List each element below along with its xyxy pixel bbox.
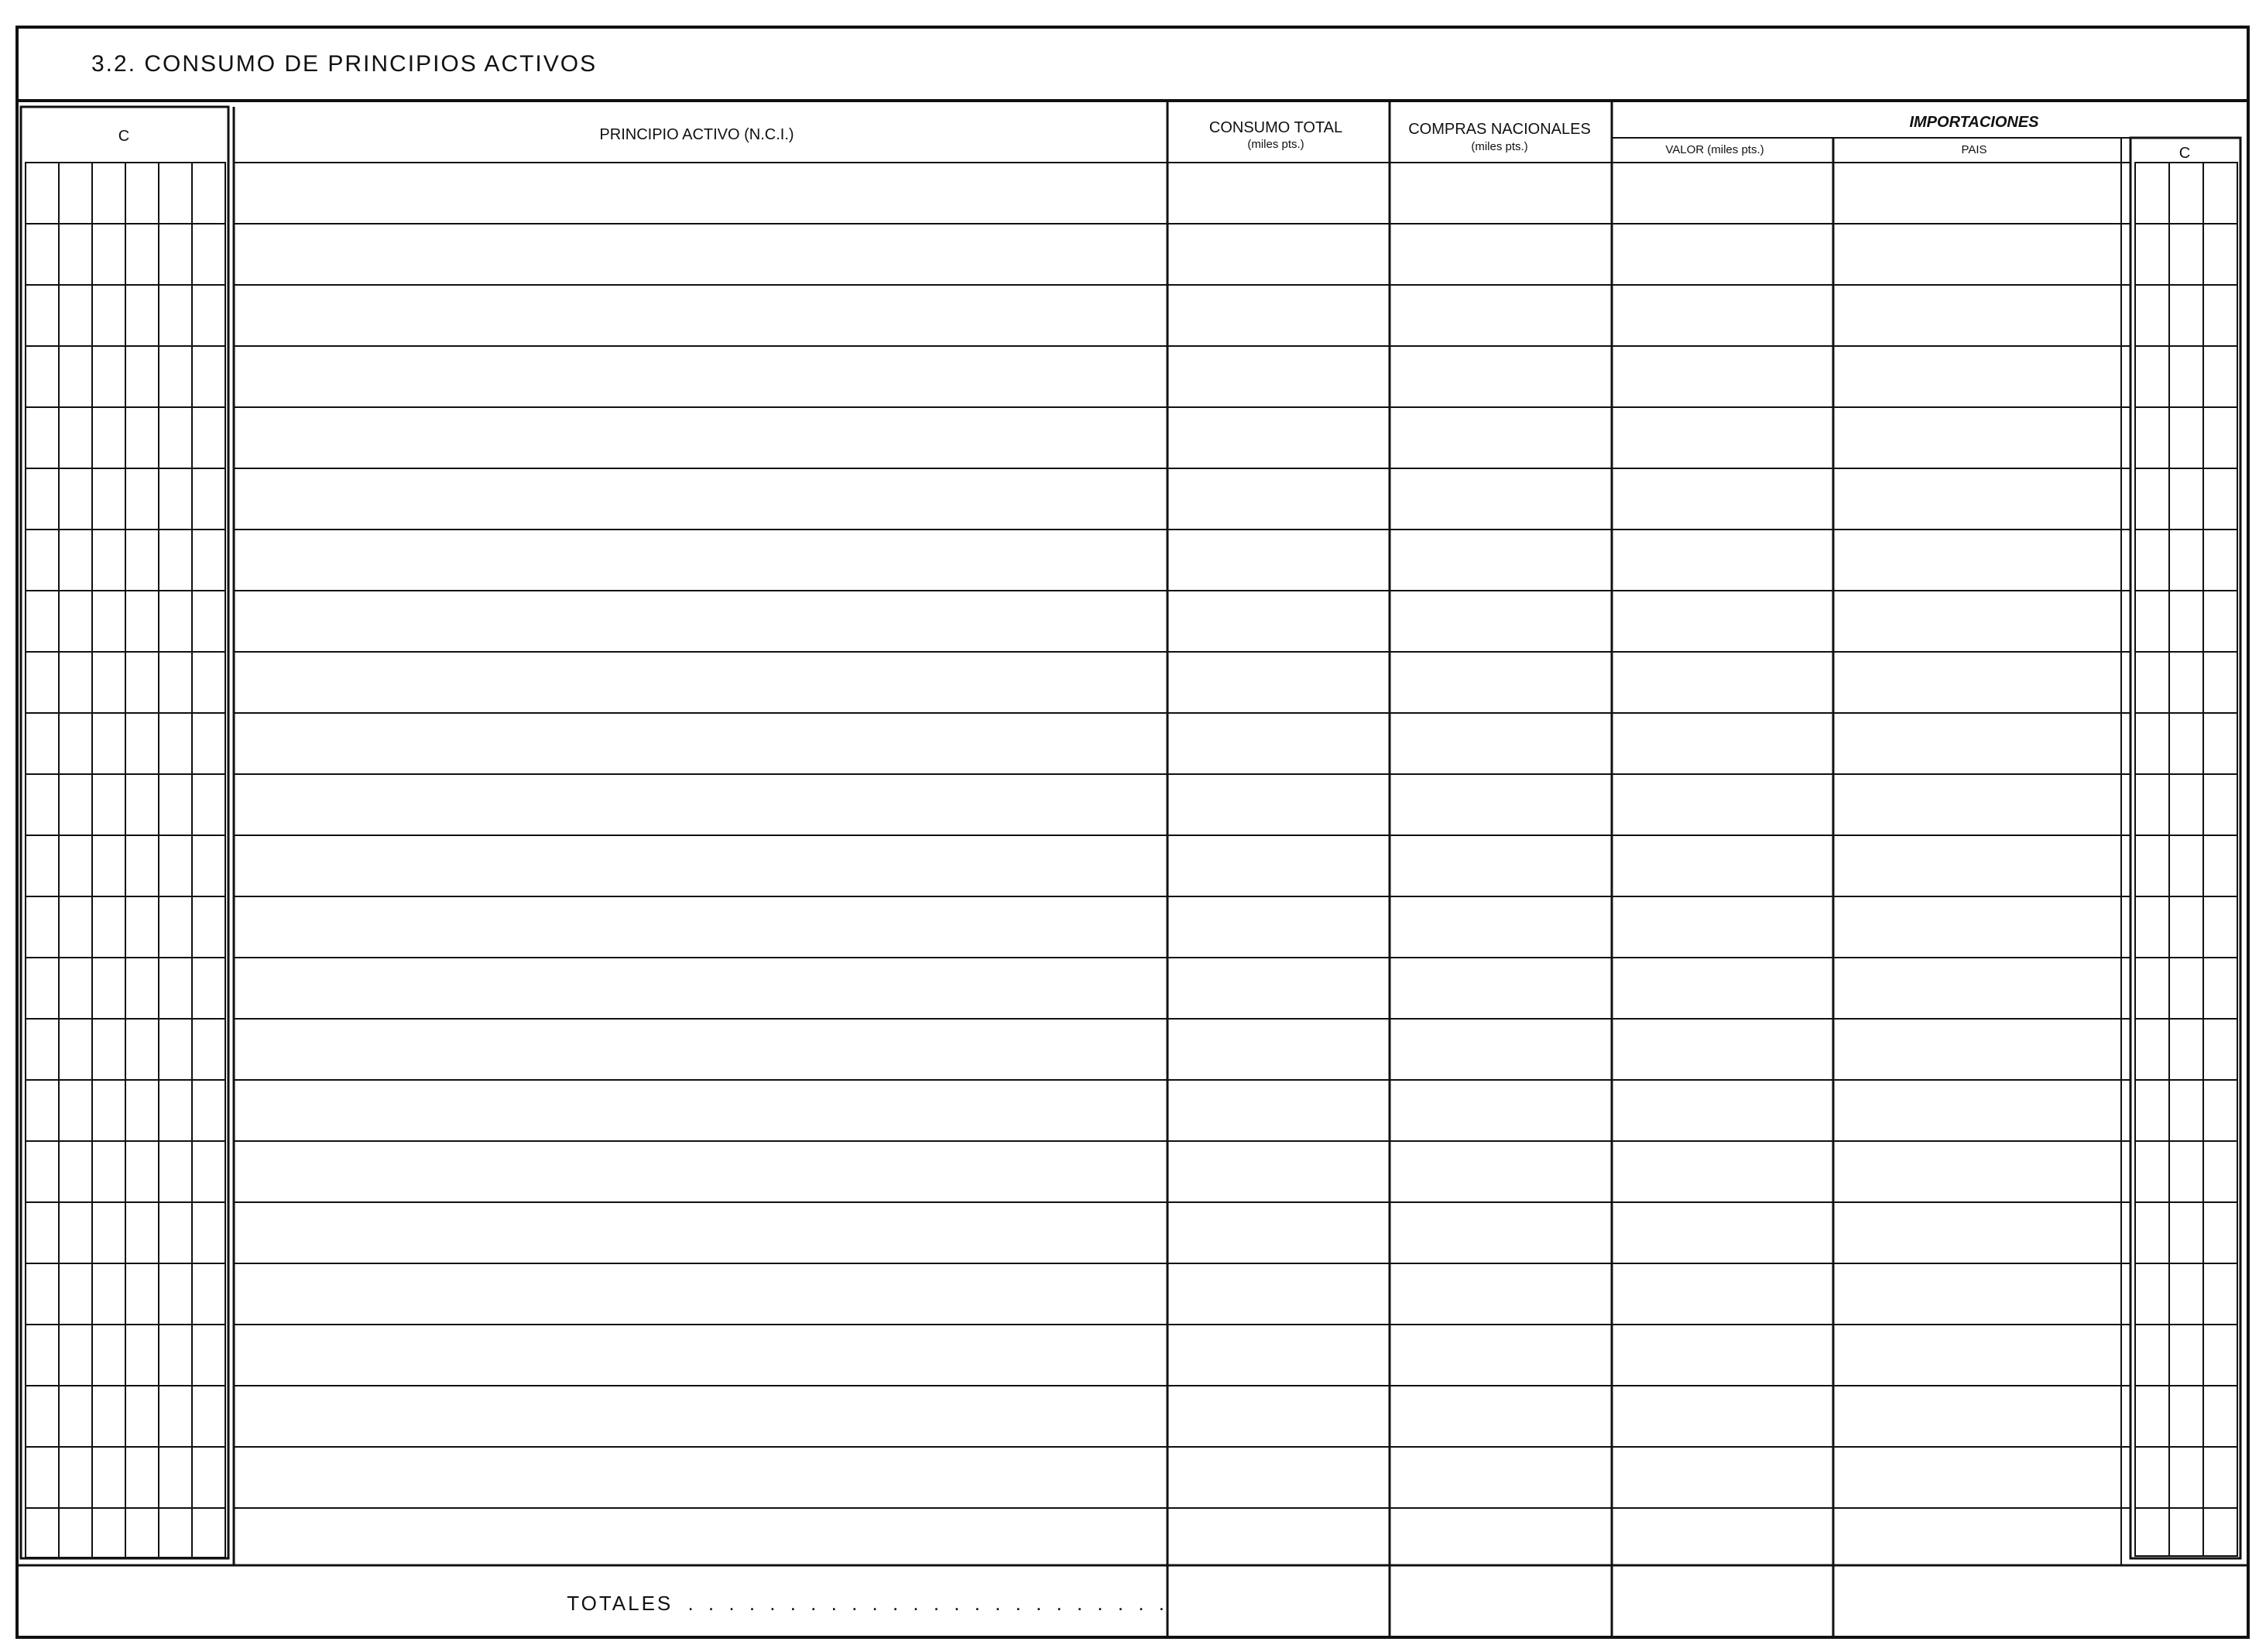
form-outer-border	[17, 27, 2248, 1637]
totales-leader: . . . . . . . . . . . . . . . . . . . . . . . .	[677, 1592, 1169, 1615]
left-code-header: C	[118, 128, 130, 145]
form-title: 3.2. CONSUMO DE PRINCIPIOS ACTIVOS	[91, 51, 598, 77]
totales-text: TOTALES	[567, 1592, 674, 1615]
consumo-total-unit: (miles pts.)	[1247, 138, 1304, 151]
grid-lines	[17, 101, 2248, 1637]
compras-nacionales-unit: (miles pts.)	[1471, 140, 1528, 153]
right-code-header: C	[2178, 145, 2191, 162]
pais-header: PAIS	[1961, 143, 1987, 156]
right-code-inner	[2135, 163, 2237, 1556]
importaciones-header: IMPORTACIONES	[1909, 114, 2039, 131]
compras-nacionales-header: COMPRAS NACIONALES	[1408, 121, 1591, 138]
consumo-total-header: CONSUMO TOTAL	[1208, 119, 1343, 136]
right-code-frame	[2130, 138, 2240, 1558]
principio-activo-header: PRINCIPIO ACTIVO (N.C.I.)	[599, 126, 794, 143]
valor-header: VALOR (miles pts.)	[1665, 143, 1764, 156]
totales-label	[567, 1592, 1169, 1615]
